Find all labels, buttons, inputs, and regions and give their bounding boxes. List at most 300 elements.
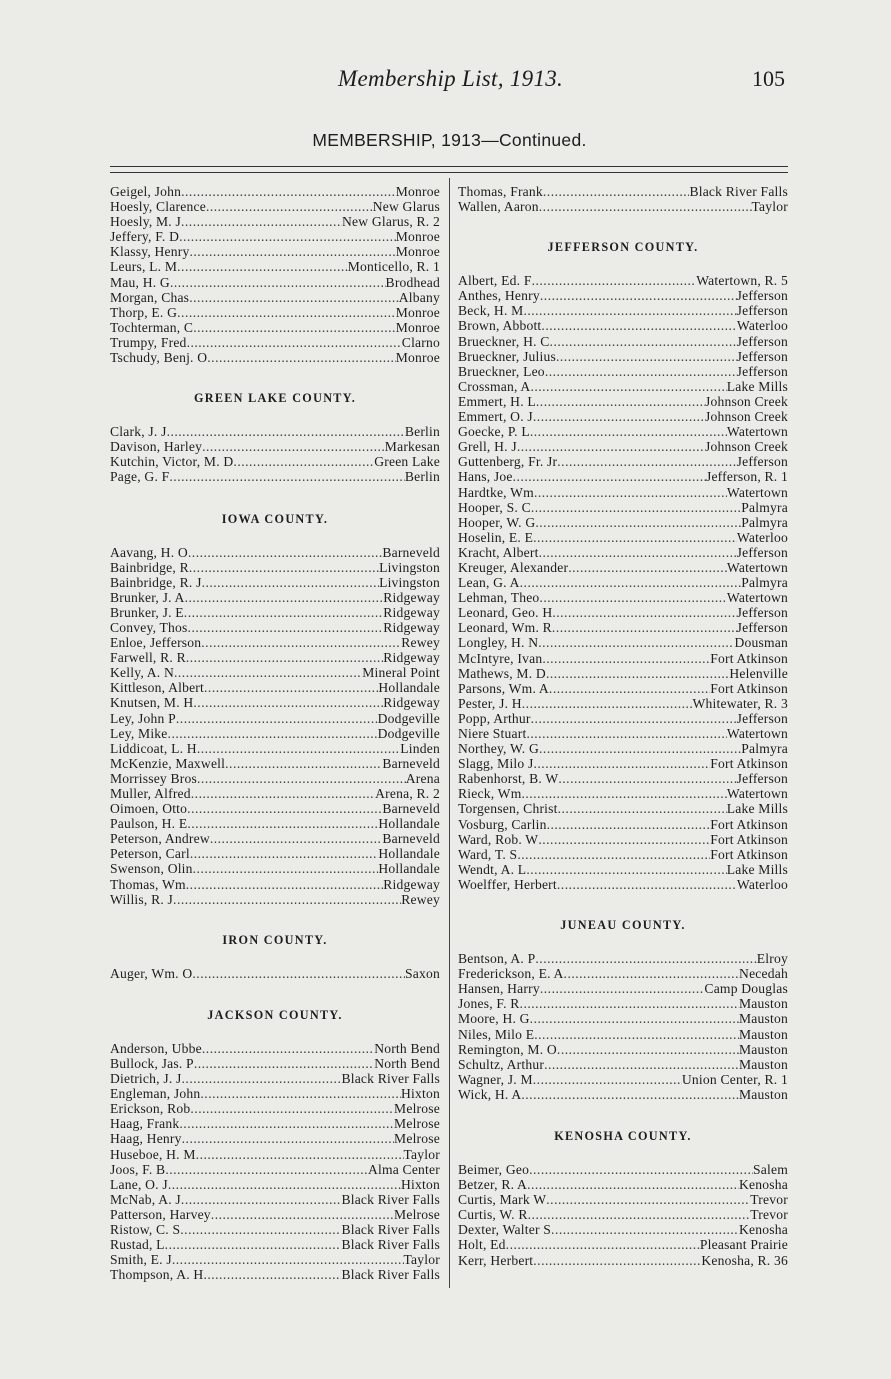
member-name: Niles, Milo E	[458, 1026, 535, 1042]
member-name: Morrissey Bros	[110, 770, 198, 786]
dot-leader	[211, 1207, 394, 1222]
dot-leader	[182, 1071, 342, 1086]
member-entry	[458, 832, 788, 847]
dot-leader	[190, 1101, 394, 1116]
member-place: North Bend	[374, 1040, 440, 1056]
member-entry	[110, 560, 440, 575]
member-entry	[458, 862, 788, 877]
page-number: 105	[752, 66, 785, 91]
member-name: Longley, H. N	[458, 635, 539, 651]
member-name: Ward, Rob. W	[458, 831, 539, 847]
member-place: Jefferson	[736, 771, 788, 787]
member-name: Thomas, Wm	[110, 876, 186, 892]
member-place: Rewey	[401, 635, 440, 651]
member-place: Black River Falls	[341, 1221, 440, 1237]
member-place: Palmyra	[741, 514, 788, 530]
dot-leader	[534, 1027, 739, 1042]
member-name: Clark, J. J	[110, 424, 167, 440]
member-entry	[110, 305, 440, 320]
dot-leader	[233, 454, 374, 469]
dot-leader	[547, 817, 711, 832]
member-place: Waterloo	[736, 318, 788, 334]
dot-leader	[539, 741, 741, 756]
dot-leader	[552, 605, 736, 620]
member-place: Jefferson	[736, 363, 788, 379]
member-name: Jones, F. R	[458, 996, 520, 1012]
county-heading: IOWA COUNTY.	[221, 511, 329, 526]
member-place: Rewey	[401, 891, 440, 907]
dot-leader	[546, 1192, 750, 1207]
member-place: Monroe	[395, 350, 440, 366]
member-entry	[458, 771, 788, 786]
dot-leader	[181, 1192, 342, 1207]
member-name: Hoesly, Clarence	[110, 199, 206, 215]
member-place: Jefferson	[736, 348, 788, 364]
member-name: Anthes, Henry	[458, 288, 540, 304]
member-name: Patterson, Harvey	[110, 1206, 211, 1222]
member-entry	[110, 590, 440, 605]
member-place: Monroe	[395, 319, 440, 335]
dot-leader	[196, 1147, 404, 1162]
member-entry	[458, 605, 788, 620]
dot-leader	[197, 741, 400, 756]
member-entry	[110, 350, 440, 365]
member-entry	[110, 275, 440, 290]
member-entry	[458, 379, 788, 394]
dot-leader	[182, 1131, 394, 1146]
member-entry	[110, 1192, 440, 1207]
member-name: Kreuger, Alexander	[458, 559, 569, 575]
dot-leader	[522, 696, 693, 711]
dot-leader	[544, 1057, 739, 1072]
member-entry	[458, 1072, 788, 1087]
member-name: Huseboe, H. M	[110, 1146, 196, 1162]
member-place: Hollandale	[378, 846, 440, 862]
dot-leader	[177, 259, 348, 274]
member-entry	[110, 424, 440, 439]
member-place: Mauston	[739, 1056, 788, 1072]
county-heading: GREEN LAKE COUNTY.	[193, 391, 357, 406]
member-name: Brueckner, Leo	[458, 363, 545, 379]
member-entry	[458, 334, 788, 349]
member-name: Joos, F. B	[110, 1161, 166, 1177]
member-place: Black River Falls	[341, 1267, 440, 1283]
member-entry	[458, 364, 788, 379]
member-place: Palmyra	[741, 575, 788, 591]
member-place: Albany	[398, 289, 440, 305]
member-name: Swenson, Olin	[110, 861, 193, 877]
member-entry	[110, 184, 440, 199]
member-place: Palmyra	[741, 499, 788, 515]
member-entry	[110, 665, 440, 680]
rule	[110, 172, 788, 173]
dot-leader	[546, 666, 729, 681]
member-entry	[458, 1011, 788, 1026]
member-name: Davison, Harley	[110, 439, 203, 455]
member-name: Convey, Thos	[110, 619, 188, 635]
member-entry	[458, 1042, 788, 1057]
member-name: Lean, G. A	[458, 575, 520, 591]
member-name: Paulson, H. E	[110, 816, 188, 832]
member-entry	[458, 966, 788, 981]
dot-leader	[181, 214, 342, 229]
member-entry	[110, 801, 440, 816]
member-entry	[110, 1252, 440, 1267]
member-place: Whitewater, R. 3	[692, 695, 788, 711]
member-entry	[458, 303, 788, 318]
member-place: Jefferson	[736, 605, 788, 621]
member-place: Hollandale	[378, 816, 440, 832]
member-name: Brown, Abbott	[458, 318, 542, 334]
member-name: McKenzie, Maxwell	[110, 755, 226, 771]
member-name: Woelffer, Herbert	[458, 876, 557, 892]
county-section	[458, 918, 788, 1102]
member-name: Goecke, P. L	[458, 424, 530, 440]
member-place: Jefferson	[736, 710, 788, 726]
county-heading: JACKSON COUNTY.	[207, 1007, 343, 1022]
member-name: Bullock, Jas. P	[110, 1055, 194, 1071]
member-entry	[110, 1207, 440, 1222]
member-name: Willis, R. J	[110, 891, 174, 907]
dot-leader	[545, 364, 737, 379]
member-entry	[110, 1237, 440, 1252]
member-name: Wagner, J. M	[458, 1071, 533, 1087]
member-place: Waterloo	[736, 529, 788, 545]
member-entry	[458, 651, 788, 666]
county-section	[110, 391, 440, 484]
member-name: Hansen, Harry	[458, 981, 540, 997]
dot-leader	[540, 981, 705, 996]
member-name: Slagg, Milo J	[458, 756, 534, 772]
dot-leader	[536, 394, 705, 409]
member-name: Brueckner, H. C	[458, 333, 550, 349]
member-place: Hixton	[401, 1086, 440, 1102]
member-place: Jefferson	[736, 303, 788, 319]
dot-leader	[187, 335, 402, 350]
dot-leader	[542, 651, 710, 666]
dot-leader	[202, 439, 385, 454]
member-place: Lake Mills	[726, 861, 788, 877]
member-name: Smith, E. J	[110, 1252, 172, 1268]
dot-leader	[538, 832, 710, 847]
member-name: Peterson, Andrew	[110, 831, 210, 847]
member-entry	[110, 1041, 440, 1056]
member-place: Mauston	[739, 1041, 788, 1057]
member-entry	[458, 711, 788, 726]
dot-leader	[168, 1177, 401, 1192]
dot-leader	[549, 681, 710, 696]
dot-leader	[558, 771, 736, 786]
county-section	[110, 1008, 440, 1283]
member-name: Tochterman, C	[110, 319, 194, 335]
member-place: Taylor	[403, 1146, 440, 1162]
member-entry	[458, 801, 788, 816]
member-place: Melrose	[394, 1101, 440, 1117]
member-entry	[458, 349, 788, 364]
member-name: Peterson, Carl	[110, 846, 190, 862]
member-entry	[458, 288, 788, 303]
dot-leader	[174, 665, 362, 680]
member-name: Morgan, Chas	[110, 289, 190, 305]
member-name: Farwell, R. R	[110, 650, 186, 666]
member-name: Curtis, Mark W	[458, 1192, 547, 1208]
member-name: Liddicoat, L. H	[110, 740, 197, 756]
dot-leader	[176, 711, 378, 726]
member-name: Parsons, Wm. A	[458, 680, 549, 696]
member-entry	[110, 877, 440, 892]
member-name: Erickson, Rob	[110, 1101, 191, 1117]
member-place: Fort Atkinson	[710, 831, 788, 847]
member-place: Berlin	[404, 469, 440, 485]
dot-leader	[523, 303, 736, 318]
member-entry	[110, 1056, 440, 1071]
member-name: Hoesly, M. J	[110, 214, 181, 230]
dot-leader	[568, 560, 727, 575]
member-entry	[458, 394, 788, 409]
member-entry	[458, 620, 788, 635]
dot-leader	[538, 635, 734, 650]
member-entry	[110, 229, 440, 244]
member-name: Oimoen, Otto	[110, 801, 188, 817]
member-place: Trevor	[750, 1207, 788, 1223]
member-entry	[110, 545, 440, 560]
member-name: Kutchin, Victor, M. D	[110, 454, 234, 470]
member-entry	[110, 454, 440, 469]
member-entry	[458, 666, 788, 681]
member-name: Hans, Joe	[458, 469, 513, 485]
member-name: Northey, W. G	[458, 741, 540, 757]
dot-leader	[225, 756, 382, 771]
member-entry	[458, 1192, 788, 1207]
dot-leader	[532, 273, 697, 288]
member-name: Mau, H. G	[110, 274, 170, 290]
member-entry	[458, 681, 788, 696]
member-name: McIntyre, Ivan	[458, 650, 543, 666]
member-name: Ward, T. S	[458, 846, 518, 862]
member-entry	[110, 1086, 440, 1101]
member-place: Ridgeway	[383, 589, 440, 605]
member-place: Black River Falls	[341, 1191, 440, 1207]
member-place: Berlin	[404, 424, 440, 440]
member-place: Camp Douglas	[704, 981, 788, 997]
dot-leader	[193, 861, 379, 876]
member-place: Watertown, R. 5	[696, 273, 788, 289]
dot-leader	[528, 1207, 751, 1222]
dot-leader	[187, 816, 378, 831]
dot-leader	[170, 275, 386, 290]
dot-leader	[520, 575, 742, 590]
member-place: New Glarus	[372, 199, 440, 215]
member-place: Jefferson	[736, 454, 788, 470]
dot-leader	[530, 1011, 739, 1026]
dot-leader	[539, 199, 752, 214]
dot-leader	[173, 892, 401, 907]
member-name: Mathews, M. D	[458, 665, 546, 681]
dot-leader	[200, 1086, 401, 1101]
member-name: Emmert, O. J	[458, 409, 533, 425]
dot-leader	[517, 439, 705, 454]
dot-leader	[167, 424, 405, 439]
dot-leader	[177, 305, 396, 320]
member-name: Leurs, L. M	[110, 259, 178, 275]
member-entry	[110, 335, 440, 350]
dot-leader	[189, 560, 379, 575]
member-name: Rabenhorst, B. W	[458, 771, 559, 787]
member-name: Thorp, E. G	[110, 304, 178, 320]
member-place: Mauston	[739, 996, 788, 1012]
dot-leader	[191, 786, 375, 801]
member-entry	[458, 1087, 788, 1102]
member-name: Torgensen, Christ	[458, 801, 558, 817]
member-entry	[110, 1131, 440, 1146]
member-place: Jefferson	[736, 333, 788, 349]
dot-leader	[521, 786, 726, 801]
member-place: Monroe	[395, 229, 440, 245]
member-place: Dodgeville	[377, 710, 440, 726]
member-place: Lake Mills	[726, 378, 788, 394]
county-section	[110, 512, 440, 907]
dot-leader	[194, 1056, 374, 1071]
member-name: Bainbridge, R	[110, 559, 189, 575]
member-entry	[110, 1177, 440, 1192]
member-place: Monroe	[395, 244, 440, 260]
member-entry	[458, 545, 788, 560]
county-heading: KENOSHA COUNTY.	[554, 1128, 692, 1143]
member-place: Mauston	[739, 1011, 788, 1027]
dot-leader	[527, 1177, 739, 1192]
member-name: Rieck, Wm	[458, 786, 522, 802]
member-place: Elroy	[756, 951, 788, 967]
member-place: Green Lake	[374, 454, 440, 470]
member-entry	[458, 1162, 788, 1177]
member-place: Johnson Creek	[704, 409, 788, 425]
dot-leader	[188, 545, 382, 560]
dot-leader	[168, 726, 378, 741]
member-entry	[110, 1101, 440, 1116]
member-entry	[110, 1222, 440, 1237]
member-entry	[110, 1267, 440, 1282]
member-entry	[110, 650, 440, 665]
member-entry	[110, 244, 440, 259]
member-name: Knutsen, M. H	[110, 695, 194, 711]
member-name: Trumpy, Fred	[110, 334, 187, 350]
dot-leader	[202, 1041, 374, 1056]
member-name: Remington, M. O	[458, 1041, 557, 1057]
member-place: Barneveld	[382, 831, 440, 847]
member-name: Bainbridge, R. J	[110, 574, 202, 590]
member-entry	[458, 485, 788, 500]
member-name: Thompson, A. H	[110, 1267, 204, 1283]
member-entry	[458, 424, 788, 439]
member-place: Black River Falls	[689, 184, 788, 199]
dot-leader	[520, 996, 739, 1011]
member-entry	[458, 409, 788, 424]
dot-leader	[533, 1253, 701, 1268]
member-place: Hixton	[401, 1176, 440, 1192]
member-name: Crossman, A	[458, 378, 531, 394]
member-entry	[110, 290, 440, 305]
member-place: Watertown	[726, 726, 788, 741]
member-place: Dodgeville	[377, 725, 440, 741]
dot-leader	[530, 424, 727, 439]
dot-leader	[186, 650, 383, 665]
member-name: Holt, Ed	[458, 1237, 506, 1253]
member-entry	[458, 184, 788, 199]
member-name: Niere Stuart	[458, 726, 527, 741]
member-entry	[458, 696, 788, 711]
member-entry	[110, 259, 440, 274]
member-name: Haag, Frank	[110, 1116, 180, 1132]
member-entry	[110, 756, 440, 771]
dot-leader	[533, 530, 737, 545]
member-entry	[110, 786, 440, 801]
member-name: Brunker, J. A	[110, 589, 185, 605]
dot-leader	[539, 590, 726, 605]
member-entry	[110, 966, 440, 981]
member-name: Vosburg, Carlin	[458, 816, 547, 832]
member-entry	[110, 635, 440, 650]
member-place: Taylor	[751, 199, 788, 215]
column-divider	[449, 178, 450, 1288]
dot-leader	[541, 318, 736, 333]
member-name: Hardtke, Wm	[458, 484, 534, 500]
member-name: Betzer, R. A	[458, 1177, 528, 1193]
dot-leader	[550, 334, 737, 349]
dot-leader	[197, 771, 406, 786]
member-name: Beck, H. M	[458, 303, 524, 319]
member-place: Ridgeway	[383, 604, 440, 620]
member-place: Melrose	[394, 1116, 440, 1132]
member-entry	[458, 560, 788, 575]
dot-leader	[526, 726, 726, 741]
member-place: Alma Center	[367, 1161, 440, 1177]
dot-leader	[207, 350, 395, 365]
dot-leader	[185, 590, 384, 605]
member-place: New Glarus, R. 2	[342, 214, 440, 230]
member-entry	[110, 575, 440, 590]
member-place: Watertown	[726, 590, 788, 606]
right-column	[458, 184, 788, 1268]
dot-leader	[521, 1087, 739, 1102]
member-place: Fort Atkinson	[710, 816, 788, 832]
member-place: Fort Atkinson	[710, 846, 788, 862]
dot-leader	[552, 620, 737, 635]
member-name: Enloe, Jefferson	[110, 635, 202, 651]
member-entry	[458, 1207, 788, 1222]
member-place: Barneveld	[382, 544, 440, 560]
member-entry	[110, 439, 440, 454]
member-entry	[110, 1147, 440, 1162]
dot-leader	[564, 966, 740, 981]
member-entry	[458, 500, 788, 515]
member-place: Johnson Creek	[704, 393, 788, 409]
member-name: Hooper, W. G	[458, 514, 536, 530]
member-name: Auger, Wm. O	[110, 965, 193, 981]
dot-leader	[203, 1267, 341, 1282]
dot-leader	[172, 1252, 404, 1267]
member-name: Leonard, Geo. H	[458, 605, 553, 621]
dot-leader	[557, 1042, 739, 1057]
member-place: Monticello, R. 1	[347, 259, 440, 275]
dot-leader	[531, 711, 737, 726]
member-place: Hollandale	[378, 680, 440, 696]
member-name: Guttenberg, Fr. Jr	[458, 454, 558, 470]
member-entry	[110, 771, 440, 786]
member-entry	[458, 530, 788, 545]
member-place: Jefferson, R. 1	[705, 469, 788, 485]
member-name: Brueckner, Julius	[458, 348, 556, 364]
member-place: Livingston	[379, 559, 440, 575]
